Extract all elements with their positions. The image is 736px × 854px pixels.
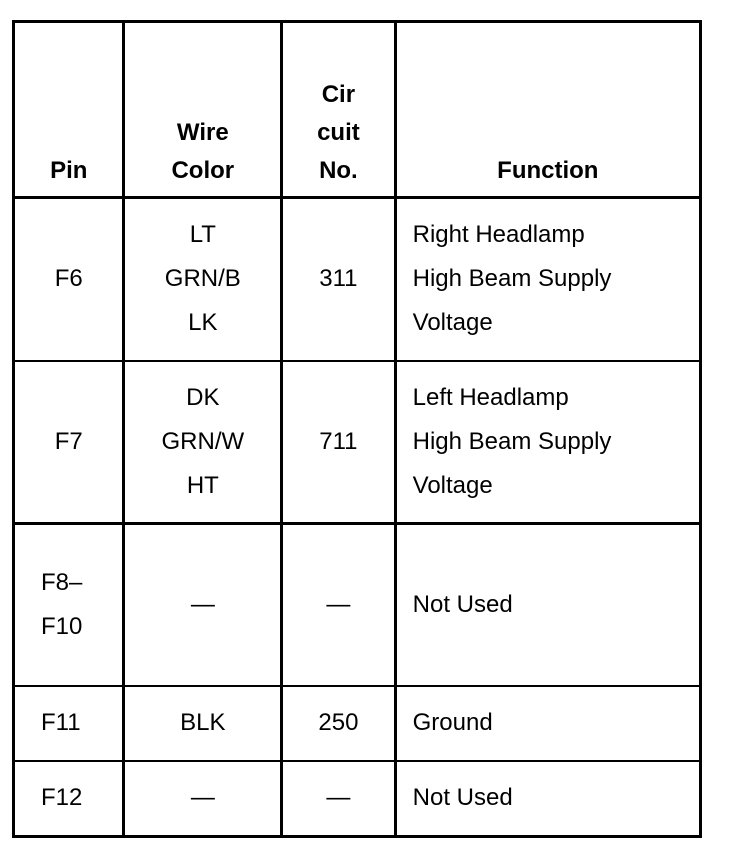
wire-color-text: BLK	[180, 709, 226, 736]
circuit-no-text: 711	[319, 427, 358, 455]
wire-color-cell	[124, 686, 282, 761]
wire-color-text: HT	[186, 471, 219, 499]
pin-text: F10	[41, 612, 83, 640]
pin-text: F7	[54, 427, 83, 455]
pin-cell	[14, 686, 124, 761]
header-function-text: Function	[497, 157, 599, 184]
table-row	[14, 524, 701, 686]
function-text: Voltage	[412, 309, 493, 337]
pin-text: F12	[41, 784, 83, 812]
function-text: Voltage	[412, 471, 493, 499]
table-row	[14, 686, 701, 761]
function-text: High Beam Supply	[412, 427, 612, 455]
header-circuit-text-1: Cir	[321, 81, 356, 108]
table-row	[14, 198, 701, 361]
circuit-no-text: —	[326, 590, 351, 618]
connector-pinout-table	[12, 20, 702, 838]
table-header-row	[14, 22, 701, 198]
header-circuit-no	[282, 22, 395, 198]
function-cell	[395, 361, 700, 524]
circuit-no-cell	[282, 198, 395, 361]
pin-cell	[14, 361, 124, 524]
function-cell	[395, 761, 700, 837]
wire-color-text: GRN/B	[164, 265, 241, 293]
function-cell	[395, 198, 700, 361]
function-text: Not Used	[412, 590, 513, 618]
function-text: Left Headlamp	[412, 383, 569, 411]
wire-color-cell	[124, 524, 282, 686]
pin-cell	[14, 524, 124, 686]
pin-text: F11	[41, 709, 81, 736]
header-pin	[14, 22, 124, 198]
function-text: High Beam Supply	[412, 265, 612, 293]
circuit-no-text: 311	[319, 265, 358, 293]
pin-text: F6	[54, 265, 83, 293]
header-circuit-text-3: No.	[319, 157, 358, 184]
pin-cell	[14, 761, 124, 837]
circuit-no-text: —	[326, 784, 351, 812]
wire-color-cell	[124, 361, 282, 524]
circuit-no-text: 250	[318, 709, 359, 736]
function-text: Right Headlamp	[412, 221, 585, 249]
table-row	[14, 361, 701, 524]
header-wire-text-1: Wire	[176, 119, 229, 146]
wire-color-text: GRN/W	[161, 427, 245, 455]
pin-text: F8–	[41, 568, 83, 596]
header-wire-color	[124, 22, 282, 198]
function-cell	[395, 524, 700, 686]
function-text: Ground	[412, 709, 493, 736]
table-row	[14, 761, 701, 837]
wire-color-cell	[124, 761, 282, 837]
function-text: Not Used	[412, 784, 513, 812]
circuit-no-cell	[282, 361, 395, 524]
pin-cell	[14, 198, 124, 361]
header-circuit-text-2: cuit	[317, 119, 360, 146]
function-cell	[395, 686, 700, 761]
header-function	[395, 22, 700, 198]
wire-color-text: LT	[189, 221, 216, 249]
wire-color-text: —	[190, 784, 215, 812]
wire-color-cell	[124, 198, 282, 361]
circuit-no-cell	[282, 524, 395, 686]
header-wire-text-2: Color	[171, 157, 235, 184]
circuit-no-cell	[282, 686, 395, 761]
wire-color-text: —	[190, 590, 215, 618]
wire-color-text: DK	[186, 383, 220, 411]
header-pin-text: Pin	[50, 157, 88, 184]
wire-color-text: LK	[188, 309, 218, 337]
circuit-no-cell	[282, 761, 395, 837]
